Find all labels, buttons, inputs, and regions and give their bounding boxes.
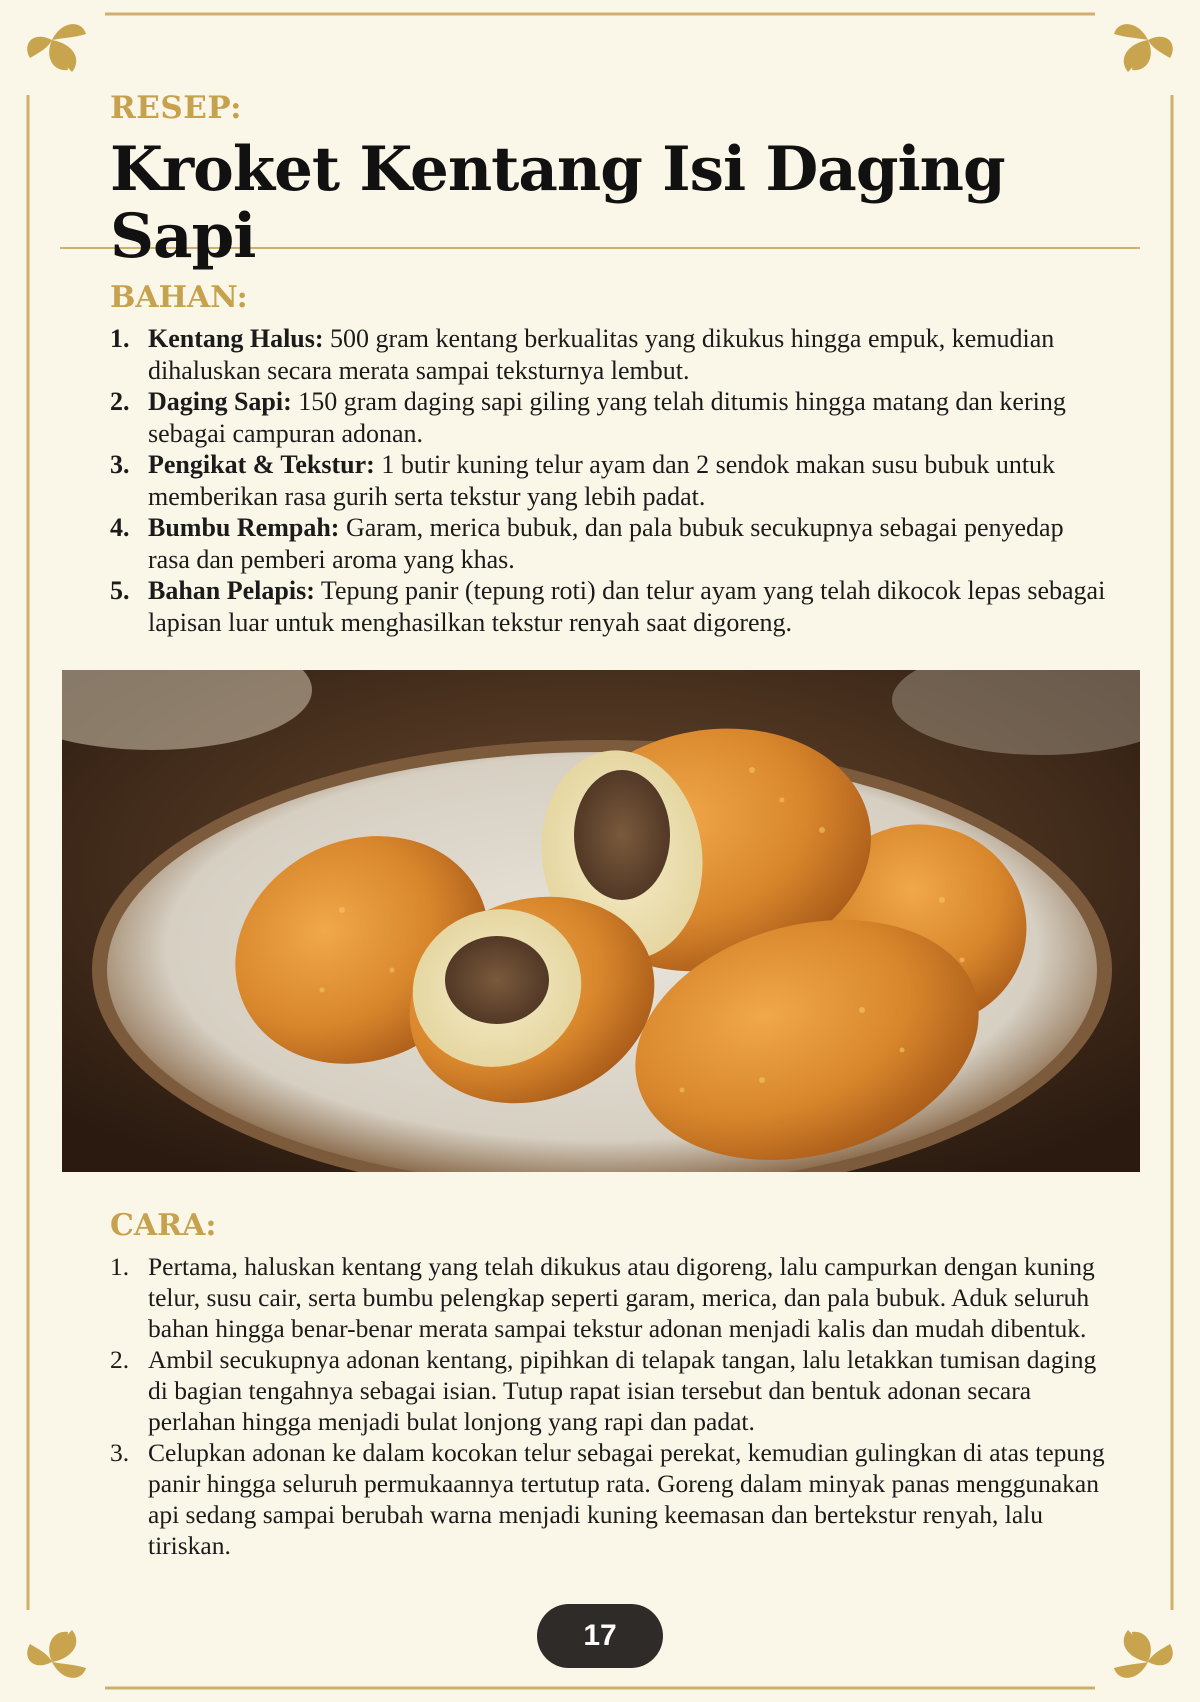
ingredient-text: 1 butir kuning telur ayam dan 2 sendok makan susu bubuk untuk memberikan rasa gurih serta tekstur yang lebih padat. bbox=[148, 450, 1056, 511]
list-item: 3. Celupkan adonan ke dalam kocokan telur sebagai perekat, kemudian gulingkan di atas tepung panir hingga seluruh permukaannya tertutup rata. Goreng dalam minyak panas menggunakan api sedang sampai berubah warna menjadi kuning keemasan dan bertekstur renyah, lalu tiriskan. bbox=[110, 1438, 1105, 1560]
list-item: 4. Bumbu Rempah: Garam, merica bubuk, dan pala bubuk secukupnya sebagai penyedap rasa dan pemberi aroma yang khas. bbox=[110, 513, 1064, 574]
ingredient-name: Pengikat & Tekstur: bbox=[148, 450, 375, 479]
list-item: 1. Pertama, haluskan kentang yang telah dikukus atau digoreng, lalu campurkan dengan kuning telur, susu cair, serta bumbu pelengkap seperti garam, merica, dan pala bubuk. Aduk seluruh bahan hingga benar-benar merata sampai tekstur adonan menjadi kalis dan mudah dibentuk. bbox=[110, 1252, 1095, 1343]
step-text: Pertama, haluskan kentang yang telah dikukus atau digoreng, lalu campurkan dengan kuning telur, susu cair, serta bumbu pelengkap seperti garam, merica, dan pala bubuk. Aduk seluruh bahan hingga benar-benar merata sampai tekstur adonan menjadi kalis dan mudah dibentuk. bbox=[148, 1252, 1095, 1343]
list-item: 3. Pengikat & Tekstur: 1 butir kuning telur ayam dan 2 sendok makan susu bubuk untuk memberikan rasa gurih serta tekstur yang lebih padat. bbox=[110, 450, 1056, 511]
steps-heading: CARA: bbox=[110, 1208, 217, 1243]
ingredient-text: 150 gram daging sapi giling yang telah ditumis hingga matang dan kering sebagai campuran adonan. bbox=[148, 387, 1066, 448]
list-item: 2. Ambil secukupnya adonan kentang, pipihkan di telapak tangan, lalu letakkan tumisan daging di bagian tengahnya sebagai isian. Tutup rapat isian tersebut dan bentuk adonan secara perlahan hingga menjadi bulat lonjong yang rapi dan padat. bbox=[110, 1345, 1097, 1436]
steps-list bbox=[110, 1251, 1110, 1561]
list-item: 2. Daging Sapi: 150 gram daging sapi giling yang telah ditumis hingga matang dan kering sebagai campuran adonan. bbox=[110, 387, 1066, 448]
list-item: 1. Kentang Halus: 500 gram kentang berkualitas yang dikukus hingga empuk, kemudian dihaluskan secara merata sampai teksturnya lembut. bbox=[110, 324, 1055, 385]
recipe-label: RESEP: bbox=[110, 90, 243, 126]
step-text: Celupkan adonan ke dalam kocokan telur sebagai perekat, kemudian gulingkan di atas tepung panir hingga seluruh permukaannya tertutup rata. Goreng dalam minyak panas menggunakan api sedang sampai berubah warna menjadi kuning keemasan dan bertekstur renyah, lalu tiriskan. bbox=[148, 1438, 1105, 1560]
ingredient-text: Garam, merica bubuk, dan pala bubuk secukupnya sebagai penyedap rasa dan pemberi aroma yang khas. bbox=[148, 513, 1064, 574]
croquette-illustration bbox=[62, 670, 1140, 1172]
list-item: 5. Bahan Pelapis: Tepung panir (tepung roti) dan telur ayam yang telah dikocok lepas sebagai lapisan luar untuk menghasilkan tekstur renyah saat digoreng. bbox=[110, 576, 1106, 637]
ingredient-text: 500 gram kentang berkualitas yang dikukus hingga empuk, kemudian dihaluskan secara merata sampai teksturnya lembut. bbox=[148, 324, 1055, 385]
croquette-photo bbox=[62, 670, 1140, 1172]
ingredient-name: Daging Sapi: bbox=[148, 387, 292, 416]
ingredients-list bbox=[110, 323, 1110, 638]
recipe-header bbox=[110, 90, 1150, 273]
steps-section bbox=[110, 1208, 1110, 1561]
ingredients-heading: BAHAN: bbox=[110, 280, 248, 315]
ingredients-section bbox=[110, 280, 1110, 638]
ingredient-name: Bahan Pelapis: bbox=[148, 576, 315, 605]
ingredient-name: Bumbu Rempah: bbox=[148, 513, 340, 542]
ingredient-name: Kentang Halus: bbox=[148, 324, 324, 353]
ingredient-text: Tepung panir (tepung roti) dan telur ayam yang telah dikocok lepas sebagai lapisan luar untuk menghasilkan tekstur renyah saat digoreng. bbox=[148, 576, 1106, 637]
page-number-badge: 17 bbox=[537, 1604, 663, 1668]
page-title: Kroket Kentang Isi Daging Sapi bbox=[110, 134, 1005, 273]
step-text: Ambil secukupnya adonan kentang, pipihkan di telapak tangan, lalu letakkan tumisan daging di bagian tengahnya sebagai isian. Tutup rapat isian tersebut dan bentuk adonan secara perlahan hingga menjadi bulat lonjong yang rapi dan padat. bbox=[148, 1345, 1097, 1436]
